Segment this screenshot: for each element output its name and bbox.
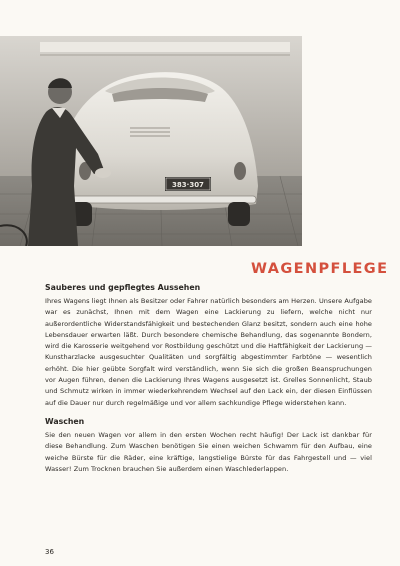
section-title: WAGENPFLEGE [251, 261, 389, 277]
paragraph-washing: Sie den neuen Wagen vor allem in den ersten Wochen recht häufig! Der Lack ist dankbar für diese Behandlung. Zum Waschen benötigen Sie einen weichen Schwamm für den Aufbau, eine weiche Bürste für die Räder, eine kräftige, langstielige Bürste für das Fahrgestell und — viel Wasser! Zum Trocknen brauchen Sie außerdem einen Waschlederlappen. [45, 430, 372, 473]
license-plate-text: 383·307 [172, 181, 204, 189]
paragraph-appearance: Ihres Wagens liegt Ihnen als Besitzer oder Fahrer natürlich besonders am Herzen. Unsere Aufgabe war es zunächst, Ihnen mit dem Wagen eine Lackierung zu liefern, welche nicht nur außerordentliche Widerstandsfähigkeit und bestechenden Glanz besitzt, sondern auch eine hohe Lebensdauer erwarten läßt. Durch besondere chemische Behandlung, das sogenannte Bondern, wird die Karosserie weitgehend vor Rostbildung geschützt und die Haftfähigkeit der Lackierung — Kunstharzlacke ausgesuchter Qualitäten und sorgfältig abgestimmter Farbtöne — wesentlich erhöht. Die hier geübte Sorgfalt wird verständlich, wenn Sie sich die großen Beanspruchungen vor Augen führen, denen die Lackierung Ihres Wagens ausgesetzt ist. Grelles Sonnenlicht, Staub und Schmutz wirken in immer wiederkehrendem Wechsel auf den Lack ein, der diesen Einflüssen auf die Dauer nur durch regelmäßige und vor allem sachkundige Pflege widerstehen kann. [45, 297, 372, 407]
subheading-washing: Waschen [45, 416, 85, 426]
subheading-appearance: Sauberes und gepflegtes Aussehen [45, 283, 201, 292]
article-body [45, 283, 372, 475]
page-number: 36 [45, 548, 54, 556]
car-washing-photo [0, 36, 302, 246]
